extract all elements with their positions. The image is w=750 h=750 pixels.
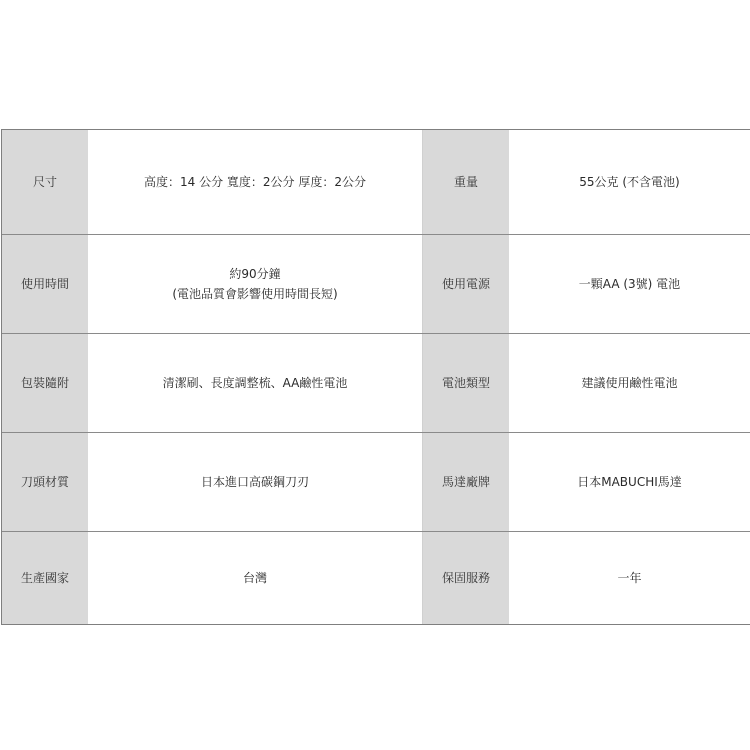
- spec-row-package-contents: [2, 333, 750, 432]
- spec-label-usage-time: 使用時間: [2, 235, 88, 333]
- spec-label-country-of-origin: 生產國家: [2, 532, 88, 624]
- spec-label-warranty: 保固服務: [423, 532, 509, 624]
- spec-row-usage-time: [2, 234, 750, 333]
- spec-label-size: 尺寸: [2, 130, 88, 234]
- spec-row-size: [2, 130, 750, 234]
- spec-label-power-source: 使用電源: [423, 235, 509, 333]
- spec-value-blade-material: 日本進口高碳鋼刀刃: [88, 433, 423, 531]
- spec-value-power-source: 一顆AA (3號) 電池: [509, 235, 750, 333]
- spec-value-country-of-origin: 台灣: [88, 532, 423, 624]
- spec-row-country-of-origin: [2, 531, 750, 624]
- spec-value-battery-type: 建議使用鹼性電池: [509, 334, 750, 432]
- spec-row-blade-material: [2, 432, 750, 531]
- spec-label-battery-type: 電池類型: [423, 334, 509, 432]
- spec-value-motor-brand: 日本MABUCHI馬達: [509, 433, 750, 531]
- spec-value-weight: 55公克 (不含電池): [509, 130, 750, 234]
- spec-value-warranty: 一年: [509, 532, 750, 624]
- spec-label-blade-material: 刀頭材質: [2, 433, 88, 531]
- spec-label-weight: 重量: [423, 130, 509, 234]
- spec-table: [1, 129, 750, 625]
- spec-value-package-contents: 清潔刷、長度調整梳、AA鹼性電池: [88, 334, 423, 432]
- spec-label-package-contents: 包裝隨附: [2, 334, 88, 432]
- spec-value-usage-time: 約90分鐘 (電池品質會影響使用時間長短): [88, 235, 423, 333]
- spec-value-size: 高度：14 公分 寬度：2公分 厚度：2公分: [88, 130, 423, 234]
- spec-label-motor-brand: 馬達廠牌: [423, 433, 509, 531]
